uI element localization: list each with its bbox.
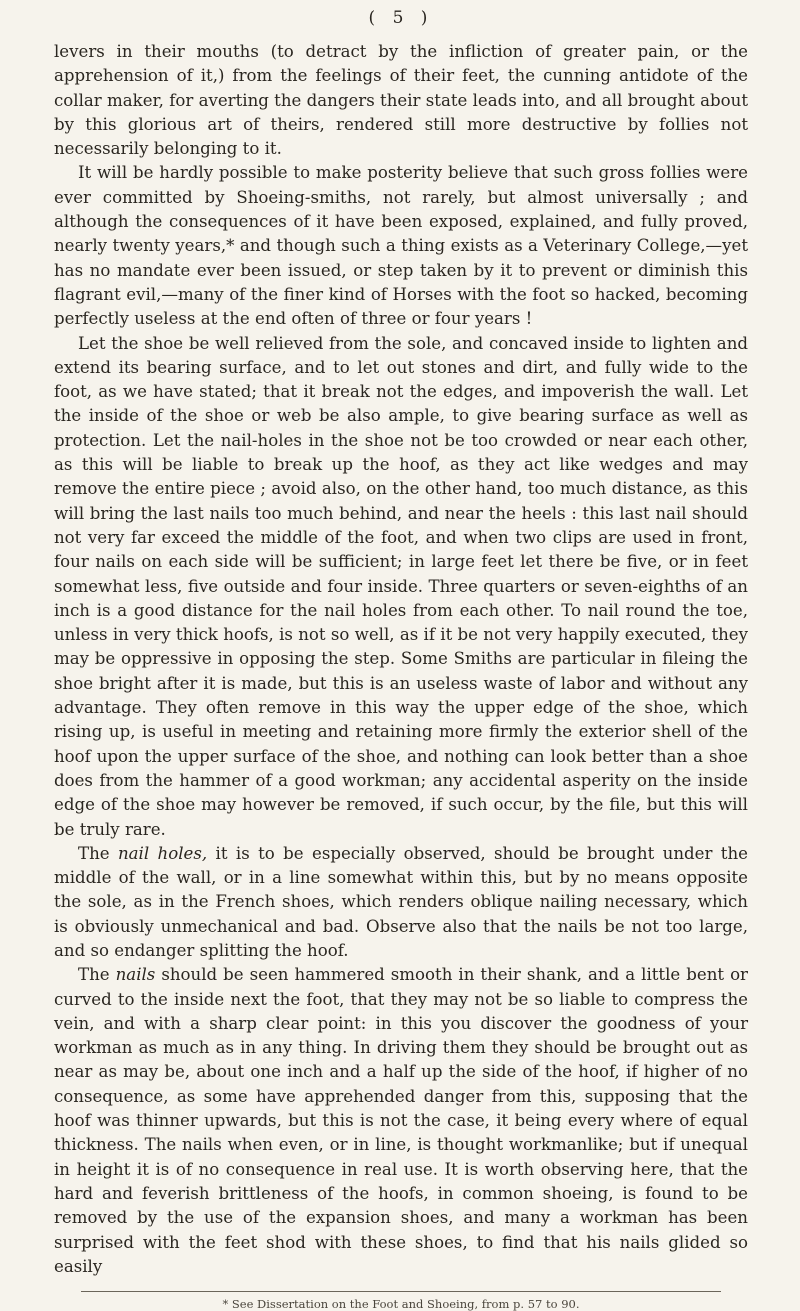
- footnote: * See Dissertation on the Foot and Shoeing, from p. 57 to 90.: [222, 1297, 580, 1311]
- paragraph-5-lead: The: [78, 965, 116, 985]
- paragraph-5: [54, 963, 748, 1279]
- paragraph-4-text: it is to be especially observed, should be brought under the middle of the wall, or in a line somewhat within this, but by no means opposite the sole, as in the French shoes, which renders oblique nailing necessary, which is obviously unmechanical and bad. Observe also that the nails be not too large, and so endanger splitting the hoof.: [54, 843, 748, 960]
- paragraph-2: It will be hardly possible to make posterity believe that such gross follies were ever committed by Shoeing-smiths, not rarely, but almost universally ; and although the consequences of it have been exposed, explained, and fully proved, nearly twenty years,* and though such a thing exists as a Veterinary College,—yet has no mandate ever been issued, or step taken by it to prevent or diminish this flagrant evil,—many of the finer kind of Horses with the foot so hacked, becoming perfectly useless at the end often of three or four years !: [54, 163, 748, 329]
- paragraph-5-text: should be seen hammered smooth in their shank, and a little bent or curved to the inside next the foot, that they may not be so liable to compress the vein, and with a sharp clear point: in this you discover the goodness of your workman as much as in any thing. In driving them they should be brought out as near as may be, about one inch and a half up the side of the hoof, if higher of no consequence, as some have apprehended danger from this, supposing that the hoof was thinner upwards, but this is not the case, it being every where of equal thickness. The nails when even, or in line, is thought workmanlike; but if unequal in height it is of no consequence in real use. It is worth observing here, that the hard and feverish brittleness of the hoofs, in common shoeing, is found to be removed by the use of the expansion shoes, and many a workman has been surprised with the feet shod with these shoes, to find that his nails glided so easily: [54, 965, 748, 1276]
- paragraph-5-emphasis: nails: [115, 965, 156, 985]
- body-text: [54, 40, 748, 1279]
- paragraph-4-lead: The: [78, 843, 118, 863]
- paragraph-4-emphasis: nail holes,: [117, 843, 208, 863]
- page-number: ( 5 ): [368, 8, 434, 28]
- footnote-divider: [81, 1291, 721, 1292]
- paragraph-1: levers in their mouths (to detract by the infliction of greater pain, or the apprehension of it,) from the feelings of their feet, the cunning antidote of the collar maker, for averting the dangers their state leads into, and all brought about by this glorious art of theirs, rendered still more destructive by follies not necessarily belonging to it.: [54, 42, 748, 159]
- paragraph-3: Let the shoe be well relieved from the sole, and concaved inside to lighten and extend its bearing surface, and to let out stones and dirt, and fully wide to the foot, as we have stated; that it break not the edges, and impoverish the wall. Let the inside of the shoe or web be also ample, to give bearing surface as well as protection. Let the nail-holes in the shoe not be too crowded or near each other, as this will be liable to break up the hoof, as they act like wedges and may remove the entire piece ; avoid also, on the other hand, too much distance, as this will bring the last nails too much behind, and near the heels : this last nail should not very far exceed the middle of the foot, and when two clips are used in front, four nails on each side will be sufficient; in large feet let there be five, or in feet somewhat less, five outside and four inside. Three quarters or seven-eighths of an inch is a good distance for the nail holes from each other. To nail round the toe, unless in very thick hoofs, is not so well, as if it be not very happily executed, they may be oppressive in opposing the step. Some Smiths are particular in fileing the shoe bright after it is made, but this is an useless waste of labor and without any advantage. They often remove in this way the upper edge of the shoe, which rising up, is useful in meeting and retaining more firmly the exterior shell of the hoof upon the upper surface of the shoe, and nothing can look better than a shoe does from the hammer of a good workman; any accidental asperity on the inside edge of the shoe may however be removed, if such occur, by the file, but this will be truly rare.: [54, 333, 748, 839]
- paragraph-4: [54, 842, 748, 963]
